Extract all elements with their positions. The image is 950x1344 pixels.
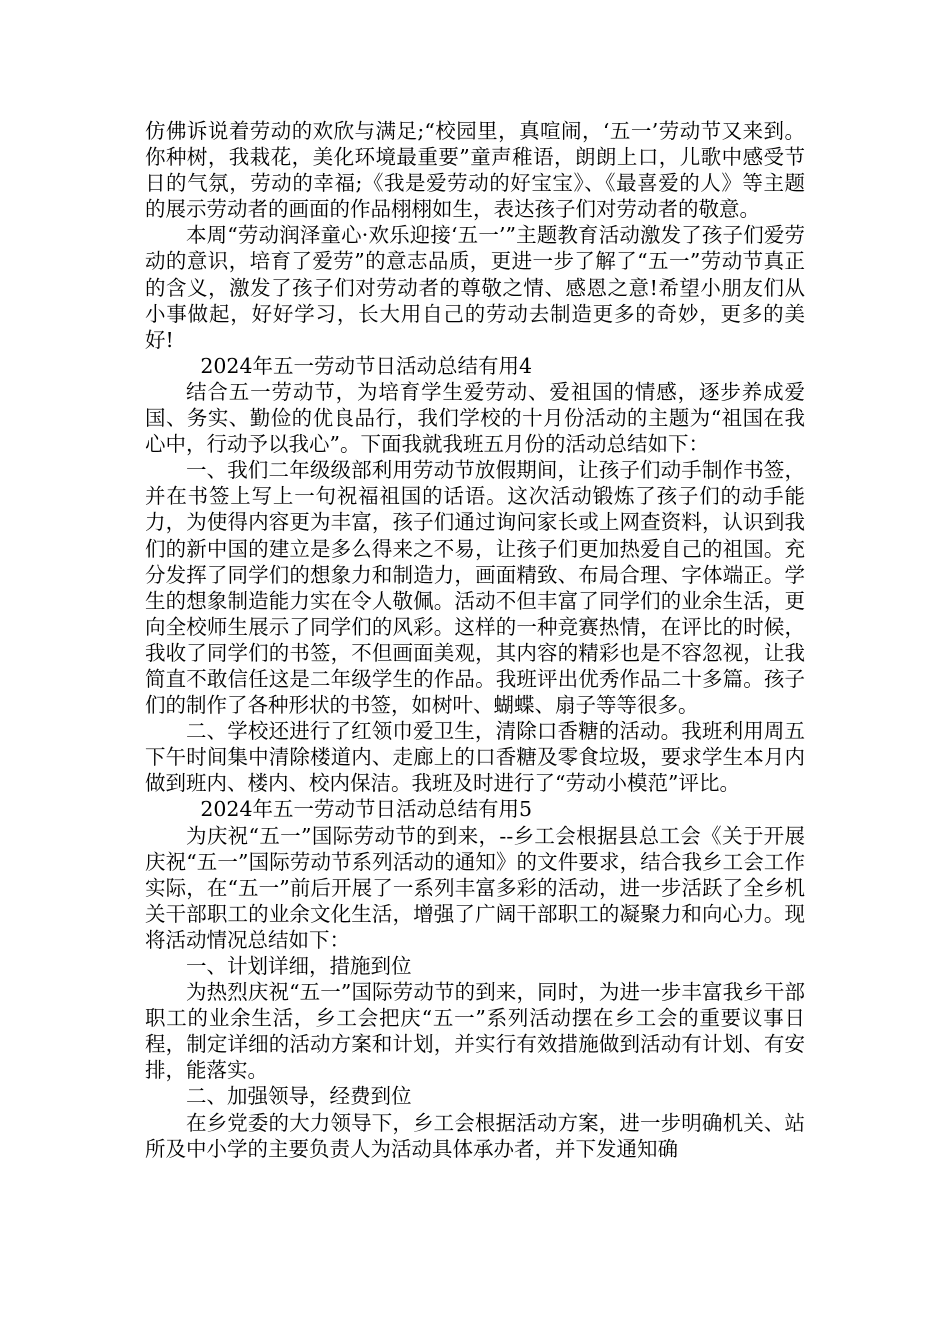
- paragraph-7: 为热烈庆祝“五一”国际劳动节的到来，同时，为进一步丰富我乡干部职工的业余生活，乡工会把庆“五一”系列活动摆在乡工会的重要议事日程，制定详细的活动方案和计划，并实行有效措施做到活动有计划、有安排，能落实。: [145, 980, 805, 1083]
- paragraph-3: 结合五一劳动节，为培育学生爱劳动、爱祖国的情感，逐步养成爱国、务实、勤俭的优良品行，我们学校的十月份活动的主题为“祖国在我心中，行动予以我心”。下面我就我班五月份的活动总结如下：: [145, 379, 805, 457]
- paragraph-1: 仿佛诉说着劳动的欢欣与满足;“校园里，真喧闹，‘五一’劳动节又来到。你种树，我栽花，美化环境最重要”童声稚语，朗朗上口，儿歌中感受节日的气氛，劳动的幸福;《我是爱劳动的好宝宝》、《最喜爱的人》等主题的展示劳动者的画面的作品栩栩如生，表达孩子们对劳动者的敬意。: [145, 119, 805, 222]
- paragraph-6: 为庆祝“五一”国际劳动节的到来，--乡工会根据县总工会《关于开展庆祝“五一”国际劳动节系列活动的通知》的文件要求，结合我乡工会工作实际，在“五一”前后开展了一系列丰富多彩的活动，进一步活跃了全乡机关干部职工的业余文化生活，增强了广阔干部职工的凝聚力和向心力。现将活动情况总结如下：: [145, 823, 805, 952]
- paragraph-5: 二、学校还进行了红领巾爱卫生，清除口香糖的活动。我班利用周五下午时间集中清除楼道内、走廊上的口香糖及零食垃圾，要求学生本月内做到班内、楼内、校内保洁。我班及时进行了“劳动小模范”评比。: [145, 719, 805, 796]
- section-heading-5: 2024年五一劳动节日活动总结有用5: [200, 797, 533, 822]
- document-body: [145, 118, 805, 1162]
- section-heading-4: 2024年五一劳动节日活动总结有用4: [200, 353, 533, 378]
- subheading-leadership: 二、加强领导，经费到位: [186, 1084, 412, 1109]
- paragraph-2: 本周“劳动润泽童心·欢乐迎接‘五一’”主题教育活动激发了孩子们爱劳动的意识，培育了爱劳”的意志品质，更进一步了解了“五一”劳动节真正的含义，激发了孩子们对劳动者的尊敬之情、感恩之意!希望小朋友们从小事做起，好好学习，长大用自己的劳动去制造更多的奇妙，更多的美好!: [145, 223, 805, 352]
- paragraph-4: 一、我们二年级级部利用劳动节放假期间，让孩子们动手制作书签，并在书签上写上一句祝福祖国的话语。这次活动锻炼了孩子们的动手能力，为使得内容更为丰富，孩子们通过询问家长或上网查资料，认识到我们的新中国的建立是多么得来之不易，让孩子们更加热爱自己的祖国。充分发挥了同学们的想象力和制造力，画面精致、布局合理、字体端正。学生的想象制造能力实在令人敬佩。活动不但丰富了同学们的业余生活，更向全校师生展示了同学们的风彩。这样的一种竞赛热情，在评比的时候，我收了同学们的书签，不但画面美观，其内容的精彩也是不容忽视，让我简直不敢信任这是二年级学生的作品。我班评出优秀作品二十多篇。孩子们的制作了各种形状的书签，如树叶、蝴蝶、扇子等等很多。: [145, 458, 805, 718]
- paragraph-8: 在乡党委的大力领导下，乡工会根据活动方案，进一步明确机关、站所及中小学的主要负责人为活动具体承办者，并下发通知确: [145, 1110, 805, 1161]
- subheading-plan: 一、计划详细，措施到位: [186, 954, 412, 978]
